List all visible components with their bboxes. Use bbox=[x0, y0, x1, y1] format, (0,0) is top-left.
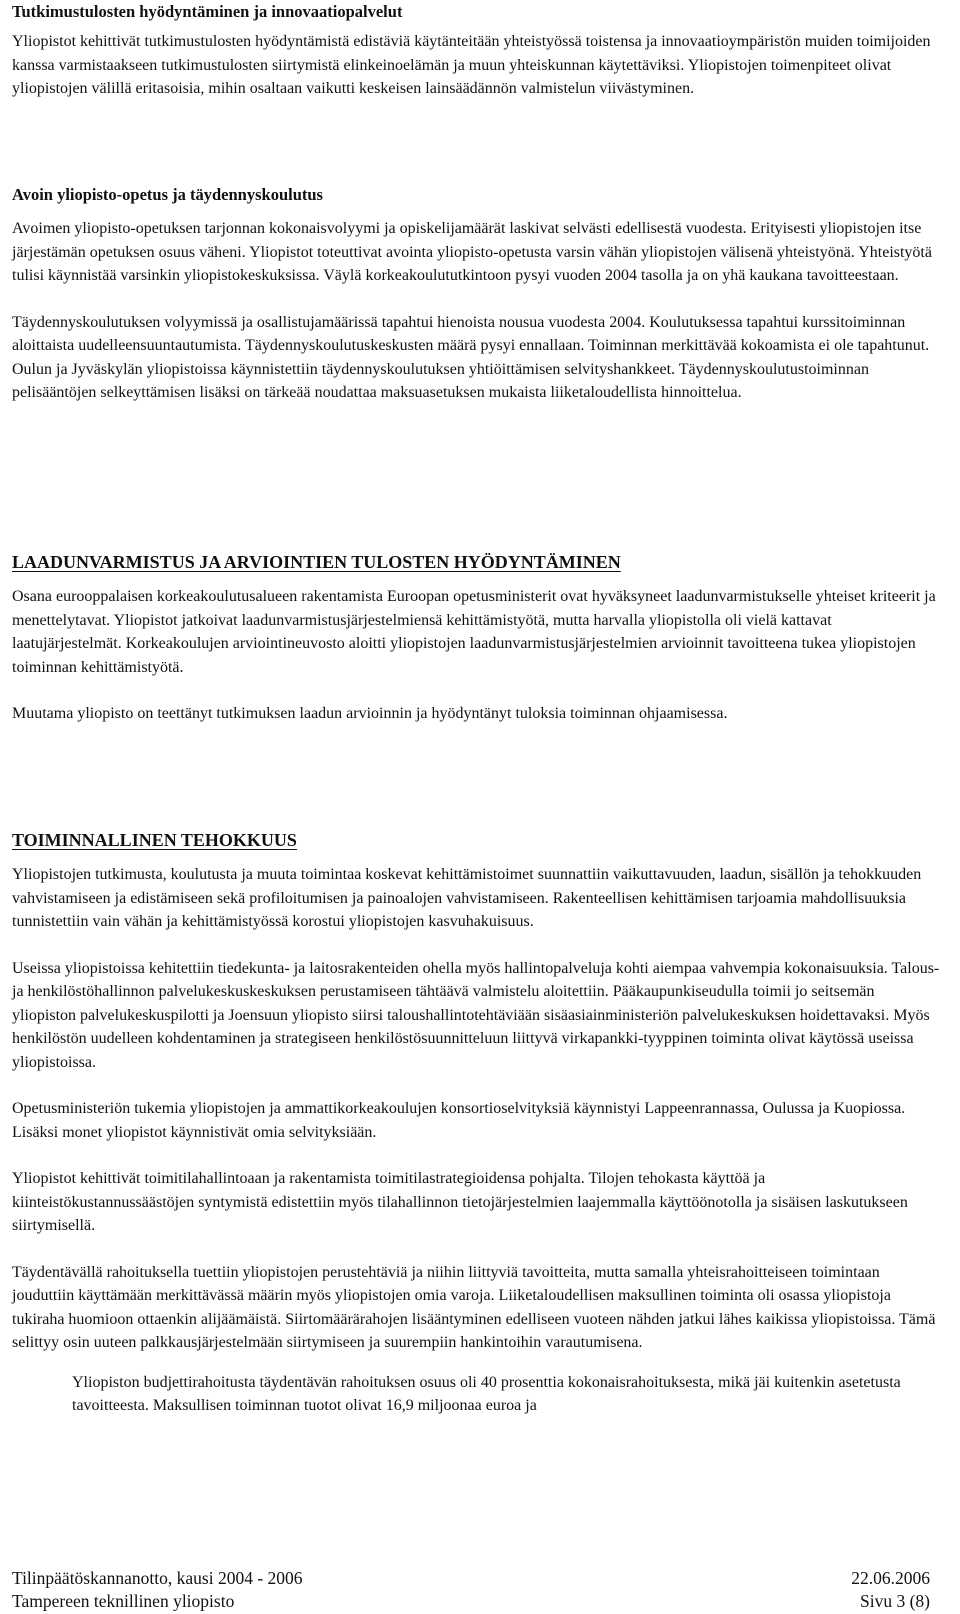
footer-page-number: Sivu 3 (8) bbox=[860, 1590, 930, 1611]
section-open-university bbox=[12, 183, 942, 405]
footer-organization: Tampereen teknillinen yliopisto bbox=[12, 1590, 235, 1611]
paragraph: Yliopistot kehittivät tutkimustulosten hyödyntämistä edistäviä käytänteitään yhteistyössä toistensa ja innovaatioympäristön muiden toimijoiden kanssa varmistaakseen tutkimustulosten siirtymistä elinkeinoelämän ja muun yhteiskunnan käytettäviksi. Yliopistojen toimenpiteet olivat yliopistojen välillä eritasoisia, mihin osaltaan vaikutti keskeisen lainsäädännön valmistelun viivästyminen. bbox=[12, 33, 931, 97]
section-quality-assurance bbox=[12, 550, 942, 726]
paragraph: Osana eurooppalaisen korkeakoulutusalueen rakentamista Euroopan opetusministerit ovat hyväksyneet laadunvarmistukselle yhteiset kriteerit ja menettelytavat. Yliopistot jatkoivat laadunvarmistusjärjestelmiensä kehittämistyötä, mutta harvalla yliopistolla oli vielä kattavat laatujärjestelmät. Korkeakoulujen arviointineuvosto aloitti yliopistojen laadunvarmistusjärjestelmien arvioinnit tavoitteena tukea yliopistojen toiminnan kehittämistyötä. bbox=[12, 588, 936, 676]
paragraph: Yliopistot kehittivät toimitilahallintoaan ja rakentamista toimitilastrategioidensa pohjalta. Tilojen tehokasta käyttöä ja kiinteistökustannussäästöjen syntymistä edistettiin myös tilahallinnon tietojärjestelmien laajemmalla käyttöönotolla ja sisäisen laskutukseen siirtymisellä. bbox=[12, 1170, 908, 1234]
paragraph: Täydentävällä rahoituksella tuettiin yliopistojen perustehtäviä ja niihin liittyviä tavoitteita, mutta samalla yhteisrahoitteiseen toimintaan jouduttiin käyttämään merkittävässä määrin myös yliopistojen omia varoja. Liiketaloudellisen maksullinen toiminta oli osassa yliopistoja tukiraha huomioon ottaenkin alijäämäistä. Siirtomäärärahojen lisääntyminen edelliseen vuoteen nähden jatkui lähes kaikissa yliopistoissa. Tämä selittyy osin uuteen palkkausjärjestelmään siirtymiseen ja suurempiin hankintoihin varautumisena. bbox=[12, 1263, 936, 1351]
paragraph: Useissa yliopistoissa kehitettiin tiedekunta- ja laitosrakenteiden ohella myös hallintopalveluja kohti aiempaa vahvempia kokonaisuuksia. Talous- ja henkilöstöhallinnon palvelukeskuskeskuksen perustamiseen tähtäävä valmistelu aloitettiin. Pääkaupunkiseudulla toimii jo seitsemän yliopiston palvelukeskuspilotti ja Joensuun yliopisto siirsi taloushallintotehtäviään sisäasiainministeriön palvelukeskuksen hoidettavaksi. Myös henkilöstön uudelleen kohdentaminen ja strategiseen henkilöstösuunnitteluun liittyvä virkapankki-tyyppinen toiminta olivat käytössä useissa yliopistoissa. bbox=[12, 959, 940, 1071]
paragraph: Opetusministeriön tukemia yliopistojen ja ammattikorkeakoulujen konsortioselvityksiä käynnistyi Lappeenrannassa, Oulussa ja Kuopiossa. Lisäksi monet yliopistot käynnistivät omia selvityksiään. bbox=[12, 1100, 906, 1141]
footer-row bbox=[12, 1567, 930, 1590]
paragraph: Täydennyskoulutuksen volyymissä ja osallistujamäärissä tapahtui hienoista nousua vuodesta 2004. Koulutuksessa tapahtui kurssitoiminnan aloittaista uudelleensuuntautumista. Täydennyskoulutuskeskusten määrä pysyi ennallaan. Toiminnan merkittävää kokoamista ei ole tapahtunut. Oulun ja Jyväskylän yliopistoissa käynnistettiin täydennyskoulutuksen yhtiöittämisen selvityshankkeet. Täydennyskoulutustoiminnan pelisääntöjen selkeyttämisen lisäksi on tärkeää noudattaa maksuasetuksen mukaista liiketaloudellista hinnoittelua. bbox=[12, 313, 930, 401]
footer-document-title: Tilinpäätöskannanotto, kausi 2004 - 2006 bbox=[12, 1568, 303, 1588]
page-footer bbox=[12, 1567, 930, 1612]
section-innovation bbox=[12, 0, 942, 101]
section-heading: Avoin yliopisto-opetus ja täydennyskoulutus bbox=[12, 185, 323, 204]
paragraph: Avoimen yliopisto-opetuksen tarjonnan kokonaisvolyymi ja opiskelijamäärät laskivat selvästi edellisestä vuodesta. Erityisesti yliopistojen itse järjestämän opetuksen osuus väheni. Yliopistot toteuttivat avointa yliopisto-opetusta varsin vähän yliopistojen välisenä yhteistyönä. Yhteistyötä tulisi käynnistää varsinkin yliopistokeskuksissa. Väylä korkeakoulututkintoon pysyi vuoden 2004 tasolla ja on yhä kaukana tavoitteestaan. bbox=[12, 220, 932, 284]
section-operational-efficiency bbox=[12, 828, 942, 1418]
footer-date: 22.06.2006 bbox=[851, 1568, 930, 1588]
section-heading: Tutkimustulosten hyödyntäminen ja innovaatiopalvelut bbox=[12, 2, 403, 21]
footer-row bbox=[12, 1590, 930, 1613]
paragraph: Yliopistojen tutkimusta, koulutusta ja muuta toimintaa koskevat kehittämistoimet suunnattiin vaikuttavuuden, laadun, sisällön ja tehokkuuden vahvistamiseen ja edistämiseen sekä profiloitumisen ja painoalojen vahvistamiseen. Rakenteellisen kehittämisen tarjoamia mahdollisuuksia tunnistettiin vain vähän ja kehittämistyössä korostui yliopistojen kasvuhakuisuus. bbox=[12, 866, 922, 930]
section-heading: LAADUNVARMISTUS JA ARVIOINTIEN TULOSTEN HYÖDYNTÄMINEN bbox=[12, 552, 621, 572]
paragraph: Muutama yliopisto on teettänyt tutkimuksen laadun arvioinnin ja hyödyntänyt tuloksia toiminnan ohjaamisessa. bbox=[12, 705, 728, 722]
paragraph-indented: Yliopiston budjettirahoitusta täydentävän rahoituksen osuus oli 40 prosenttia kokonaisrahoituksesta, mikä jäi kuitenkin asetetusta tavoitteesta. Maksullisen toiminnan tuotot olivat 16,9 miljoonaa euroa ja bbox=[72, 1373, 901, 1414]
section-heading: TOIMINNALLINEN TEHOKKUUS bbox=[12, 830, 297, 850]
